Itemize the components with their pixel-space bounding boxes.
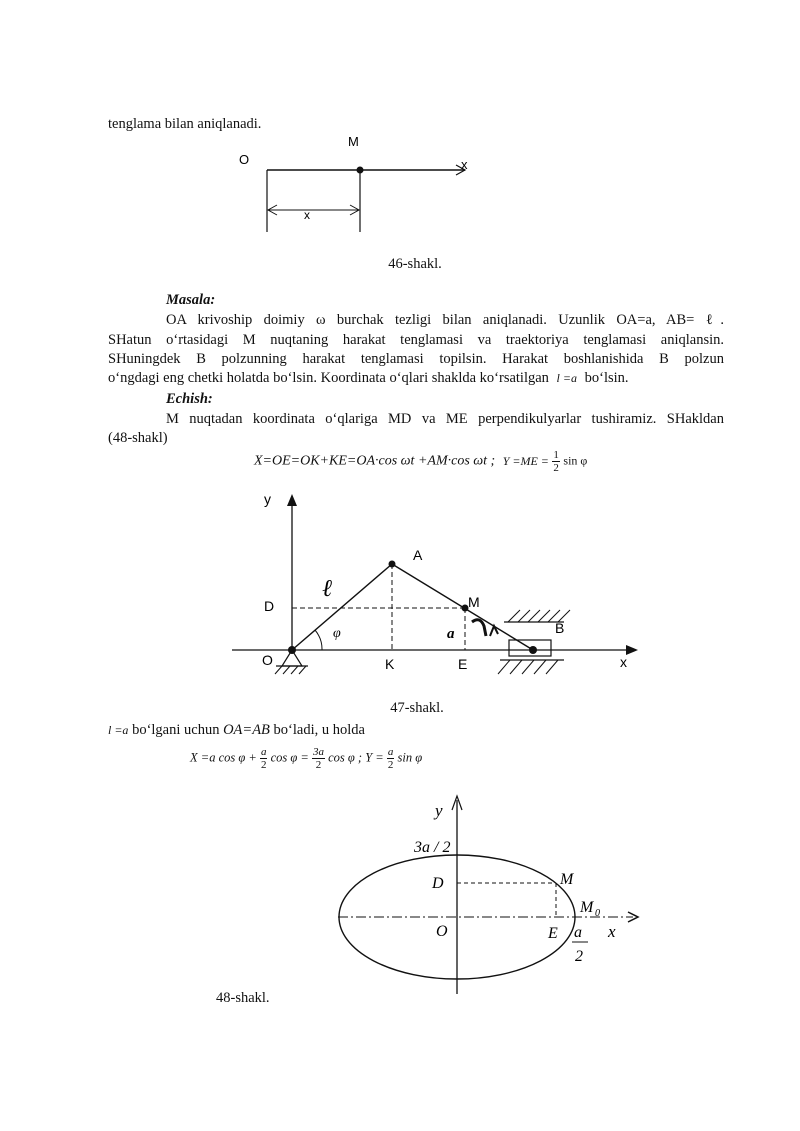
fig47-label-o: O [262, 652, 273, 668]
formula-2-p2: cos φ = [270, 750, 309, 765]
fig47-label-m: M [468, 594, 480, 610]
fig46-label-m: M [348, 134, 359, 149]
fig47-label-a: A [413, 547, 423, 563]
fig47-x-arrowhead [626, 645, 638, 655]
fig47-label-l: ℓ [322, 576, 332, 602]
echish-line-2: (48-shakl) [108, 430, 168, 446]
formula-1 [254, 449, 587, 474]
formula-1-fraction [552, 449, 560, 474]
fig46-label-x-dim: x [304, 208, 310, 222]
masala-line-4-end: bo‘lsin. [584, 370, 629, 386]
after47-line [108, 720, 365, 740]
fig47-crank-oa [292, 564, 392, 650]
formula-2-f3-den: 2 [387, 759, 394, 771]
fig48-label-2: 2 [575, 948, 583, 965]
formula-2 [190, 746, 422, 771]
fig47-label-b: B [555, 620, 565, 636]
fig48-label-y: y [435, 801, 443, 820]
formula-1-frac-den: 2 [553, 462, 559, 474]
formula-1-tail: sin φ [563, 453, 588, 468]
fig47-dimension-mark [472, 620, 486, 636]
echish-heading: Echish: [166, 391, 213, 407]
fig47-point-b [529, 646, 537, 654]
echish-line-1: M nuqtadan koordinata o‘qlariga MD va ME perpendikulyarlar tushiramiz. SHakldan [166, 411, 724, 427]
fig48-label-a: a [574, 924, 582, 941]
fig47-lower-hatch [498, 660, 558, 674]
formula-2-frac-1 [260, 746, 268, 771]
after47-eq: OA=AB [223, 722, 270, 738]
after47-cond: l =a [108, 723, 129, 737]
masala-line-4-text: o‘ngdagi eng chetki holatda bo‘lsin. Koordinata o‘qlari shaklda ko‘rsatilgan [108, 370, 549, 386]
masala-line-4 [108, 368, 629, 388]
fig46-point-m [357, 167, 364, 174]
fig47-label-a-small: a [447, 626, 455, 642]
masala-line-3: SHuningdek B polzunning harakat tenglamasi topilsin. Harakat boshlanishida B polzun [108, 351, 724, 367]
formula-1-left: X=OE=OK+KE=OA·cos ωt +AM·cos ωt ; [254, 453, 496, 469]
figure-48 [330, 786, 650, 998]
fig48-label-m: M [560, 871, 574, 888]
fig48-label-m0: M [580, 899, 594, 916]
fig46-label-o: O [239, 152, 250, 167]
formula-2-p3: cos φ ; Y = [328, 750, 384, 765]
fig47-angle-arc [315, 630, 322, 650]
masala-line-1: OA krivoship doimiy ω burchak tezligi bilan aniqlanadi. Uzunlik OA=a, AB= ℓ. [166, 312, 724, 328]
intro-line: tenglama bilan aniqlanadi. [108, 116, 262, 132]
fig47-point-a [389, 561, 396, 568]
fig46-caption: 46-shakl. [388, 256, 442, 272]
figure-47 [228, 484, 648, 696]
formula-2-f3-num: a [387, 746, 394, 758]
formula-2-f1-den: 2 [260, 759, 267, 771]
formula-2-frac-2 [312, 746, 325, 771]
fig47-label-y: y [264, 491, 271, 507]
masala-line-2: SHatun o‘rtasidagi M nuqtaning harakat tenglamasi va traektoriya tenglamasi aniqlansin. [108, 332, 724, 348]
formula-1-frac-num: 1 [553, 449, 559, 461]
fig47-label-d: D [264, 598, 275, 614]
masala-line-4-cond: l =a [556, 371, 577, 385]
formula-2-frac-3 [387, 746, 395, 771]
fig48-label-x: x [608, 922, 616, 941]
after47-text2: bo‘ladi, u holda [269, 722, 365, 738]
fig47-label-k: K [385, 656, 395, 672]
fig46-label-x-axis: x [461, 157, 468, 172]
fig48-label-d: D [432, 875, 444, 892]
fig47-label-e: E [458, 656, 468, 672]
fig47-caption: 47-shakl. [390, 700, 444, 716]
fig47-label-x: x [620, 654, 627, 670]
fig48-label-3a2: 3a / 2 [414, 839, 451, 856]
fig48-caption: 48-shakl. [216, 990, 270, 1006]
formula-1-right: Y =ME = [502, 453, 549, 468]
fig47-support-hatch [275, 666, 306, 674]
masala-heading: Masala: [166, 292, 216, 308]
formula-2-p1: X =a cos φ + [190, 750, 257, 765]
fig47-label-phi: φ [333, 626, 341, 641]
formula-2-p4: sin φ [397, 750, 423, 765]
fig47-y-arrowhead [287, 494, 297, 506]
after47-text: bo‘lgani uchun [128, 722, 224, 738]
formula-2-f2-den: 2 [315, 759, 322, 771]
figure-46 [220, 128, 480, 238]
fig48-label-o: O [436, 923, 448, 940]
formula-2-f2-num: 3a [312, 746, 324, 758]
fig48-label-m0-sub: 0 [595, 908, 600, 919]
formula-2-f1-num: a [260, 746, 267, 758]
fig48-label-e: E [548, 925, 558, 942]
